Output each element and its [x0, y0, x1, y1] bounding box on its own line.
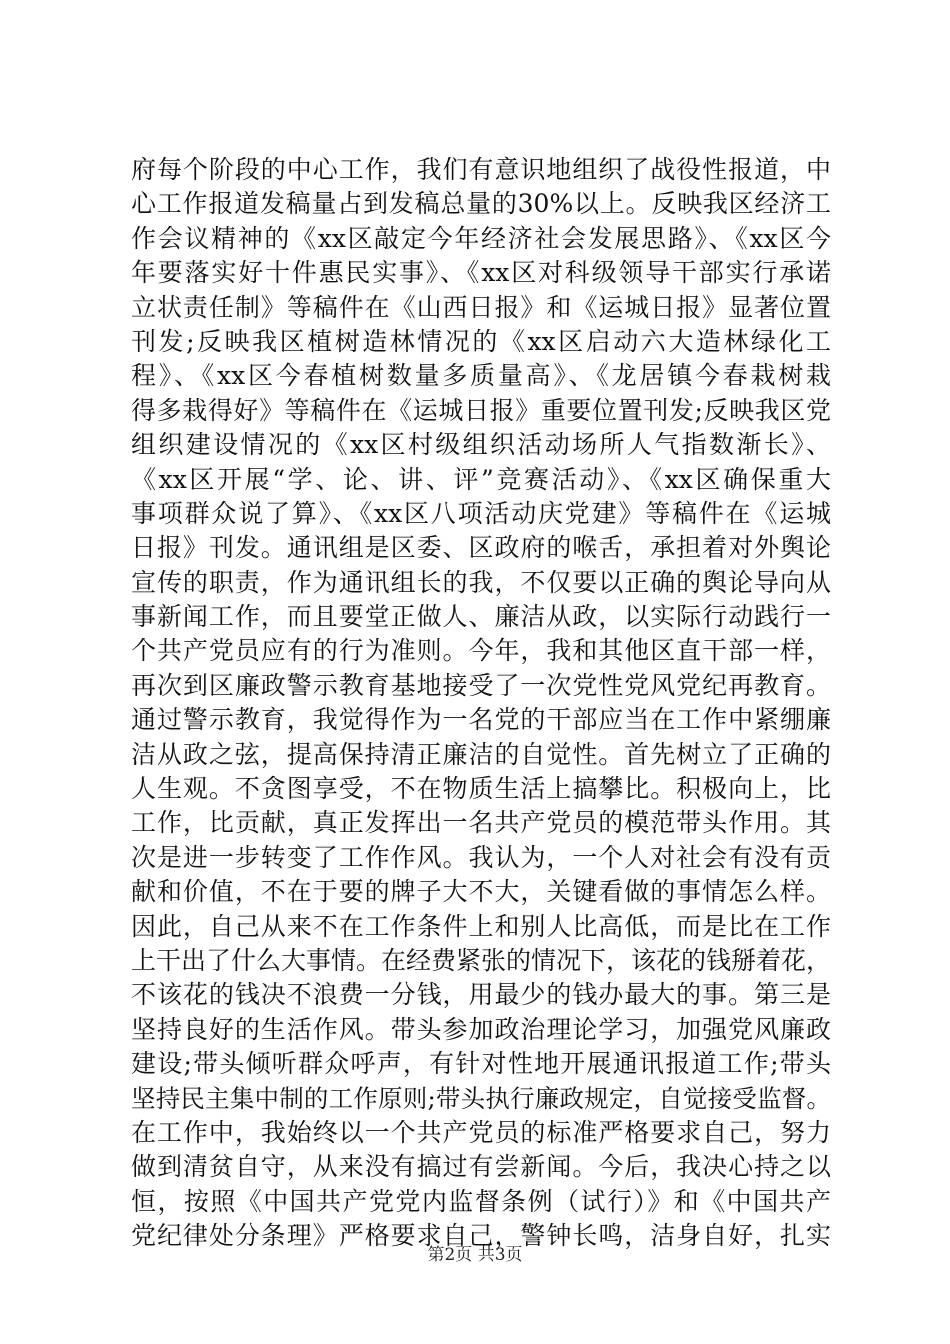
text-line: 府每个阶段的中心工作，我们有意识地组织了战役性报道，中: [131, 155, 831, 184]
text-line: 坚持民主集中制的工作原则;带头执行廉政规定，自觉接受监督。: [131, 1083, 831, 1113]
text-line: 在工作中，我始终以一个共产党员的标准严格要求自己，努力: [131, 1117, 831, 1147]
text-line: 因此，自己从来不在工作条件上和别人比高低，而是比在工作: [131, 911, 831, 941]
text-line: 献和价值，不在于要的牌子大不大，关键看做的事情怎么样。: [131, 877, 831, 907]
text-line: 刊发;反映我区植树造林情况的《xx区启动六大造林绿化工: [131, 326, 831, 356]
text-line: 年要落实好十件惠民实事》、《xx区对科级领导干部实行承诺: [131, 258, 831, 288]
text-line: 个共产党员应有的行为准则。今年，我和其他区直干部一样，: [131, 636, 831, 666]
text-line: 坚持良好的生活作风。带头参加政治理论学习，加强党风廉政: [131, 1014, 831, 1044]
body-text: [131, 153, 831, 1254]
text-line: 组织建设情况的《xx区村级组织活动场所人气指数渐长》、: [131, 430, 831, 460]
text-line: 事项群众说了算》、《xx区八项活动庆党建》等稿件在《运城: [131, 498, 831, 528]
text-line: 《xx区开展“学、论、讲、评”竞赛活动》、《xx区确保重大: [131, 464, 831, 494]
text-line: 宣传的职责，作为通讯组长的我，不仅要以正确的舆论导向从: [131, 567, 831, 597]
text-line: 再次到区廉政警示教育基地接受了一次党性党风党纪再教育。: [131, 670, 831, 700]
text-line: 立状责任制》等稿件在《山西日报》和《运城日报》显著位置: [131, 292, 831, 322]
text-line: 心工作报道发稿量占到发稿总量的30%以上。反映我区经济工: [131, 189, 831, 219]
text-line: 事新闻工作，而且要堂正做人、廉洁从政，以实际行动践行一: [131, 602, 831, 632]
text-line: 程》、《xx区今春植树数量多质量高》、《龙居镇今春栽树栽: [131, 361, 831, 391]
text-line: 建设;带头倾听群众呼声，有针对性地开展通讯报道工作;带头: [131, 1049, 831, 1079]
text-line: 人生观。不贪图享受，不在物质生活上搞攀比。积极向上，比: [131, 774, 831, 804]
text-line: 次是进一步转变了工作作风。我认为，一个人对社会有没有贡: [131, 842, 831, 872]
text-line: 上干出了什么大事情。在经费紧张的情况下，该花的钱掰着花，: [131, 945, 832, 975]
text-line: 做到清贫自守，从来没有搞过有尝新闻。今后，我决心持之以: [131, 1152, 831, 1182]
page-footer: 第2页 共3页: [427, 1245, 523, 1265]
text-line: 通过警示教育，我觉得作为一名党的干部应当在工作中紧绷廉: [131, 705, 831, 735]
text-line: 工作，比贡献，真正发挥出一名共产党员的模范带头作用。其: [131, 808, 831, 838]
text-line: 日报》刊发。通讯组是区委、区政府的喉舌，承担着对外舆论: [131, 533, 831, 563]
text-line: 洁从政之弦，提高保持清正廉洁的自觉性。首先树立了正确的: [131, 739, 831, 769]
text-line: 党纪律处分条理》严格要求自己，警钟长鸣，洁身自好，扎实: [131, 1221, 831, 1251]
text-line: 恒，按照《中国共产党党内监督条例（试行）》和《中国共产: [131, 1186, 831, 1216]
text-line: 作会议精神的《xx区敲定今年经济社会发展思路》、《xx区今: [131, 223, 831, 253]
text-line: 得多栽得好》等稿件在《运城日报》重要位置刊发;反映我区党: [131, 395, 831, 425]
text-line: 不该花的钱决不浪费一分钱，用最少的钱办最大的事。第三是: [131, 980, 831, 1010]
